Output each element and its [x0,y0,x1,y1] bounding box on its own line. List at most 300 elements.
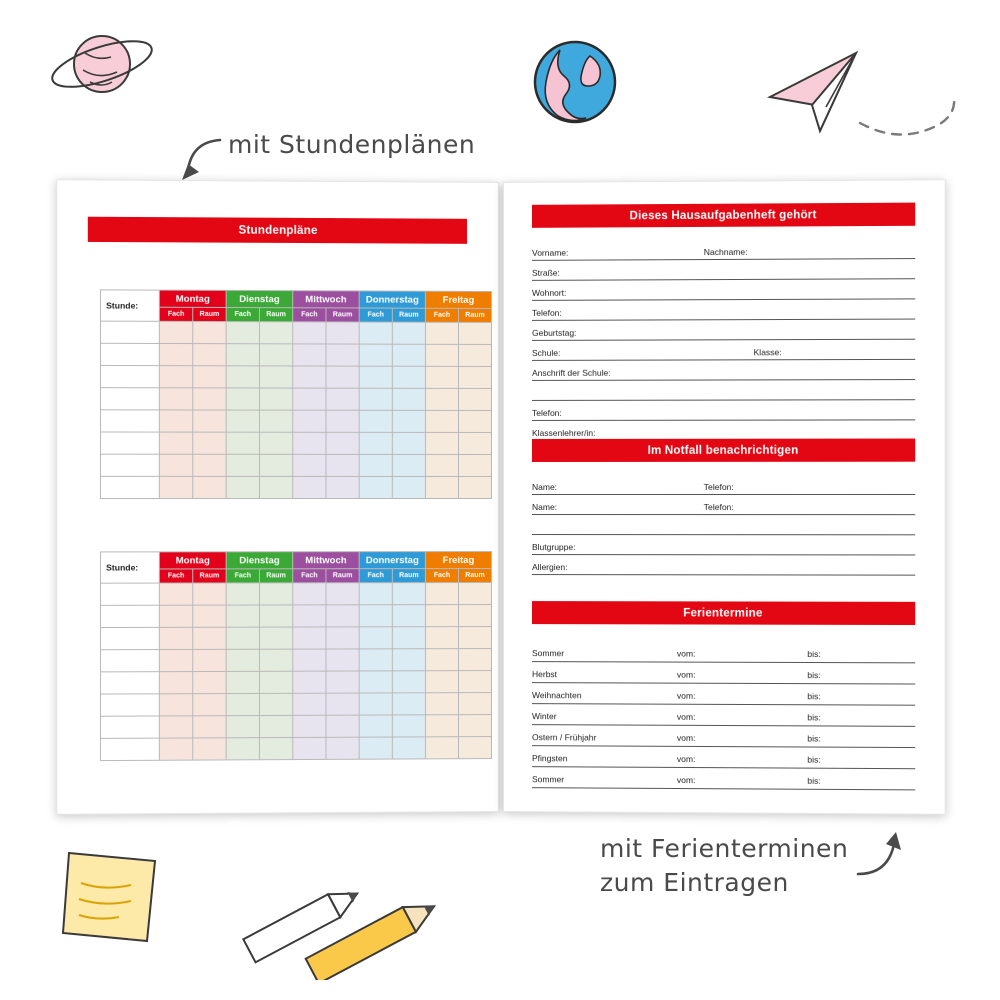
sticky-note-icon [55,845,175,960]
cell-fre-fach[interactable] [425,715,458,737]
cell-mit-fach[interactable] [293,671,326,693]
cell-don-raum[interactable] [392,737,425,759]
subheader-die-raum: Raum [259,569,292,583]
cell-die-raum[interactable] [259,366,292,388]
caption-top-text: mit Stundenplänen [228,130,476,159]
table-row [101,583,492,606]
stunde-label: Stunde: [101,290,160,321]
holiday-rows [532,641,915,790]
day-header-mit: Mittwoch [293,552,359,569]
form-row[interactable] [532,400,915,421]
cell-fre-raum[interactable] [458,649,491,671]
cell-mon-fach[interactable] [159,410,192,432]
cell-die-raum[interactable] [259,649,292,671]
cell-die-raum[interactable] [259,737,292,759]
holiday-to-label: bis: [807,775,821,786]
cell-die-fach[interactable] [226,388,259,410]
cell-mon-raum[interactable] [193,694,226,716]
cell-mit-raum[interactable] [326,583,359,605]
cell-don-fach[interactable] [359,454,392,476]
cell-don-raum[interactable] [392,671,425,693]
subheader-mit-fach: Fach [293,308,326,322]
cell-fre-raum[interactable] [458,432,491,454]
cell-mon-fach[interactable] [159,716,192,738]
cell-don-raum[interactable] [392,432,425,454]
cell-fre-raum[interactable] [458,344,491,366]
subheader-mon-raum: Raum [193,307,226,321]
holiday-row[interactable] [532,662,915,684]
cell-don-raum[interactable] [392,322,425,344]
form-label: Blutgruppe: [532,542,576,553]
form-label: Schule: [532,347,561,358]
cell-mit-fach[interactable] [293,344,326,366]
cell-mit-raum[interactable] [326,322,359,344]
form-label: Straße: [532,267,560,278]
stunde-cell[interactable] [101,432,160,454]
form-row[interactable] [532,475,915,495]
day-header-die: Dienstag [226,552,293,569]
table-row [101,388,492,411]
cell-fre-raum[interactable] [458,693,491,715]
caption-bottom-line2: zum Eintragen [600,868,789,897]
stunde-cell[interactable] [101,410,160,432]
form-label: Geburtstag: [532,327,577,338]
timetable-2 [100,551,492,761]
stunde-cell[interactable] [101,605,160,627]
cell-mon-fach[interactable] [159,738,192,760]
cell-mit-fach[interactable] [293,432,326,454]
cell-fre-fach[interactable] [425,432,458,454]
form-label-secondary: Klasse: [753,347,782,358]
cell-die-fach[interactable] [226,583,259,605]
holiday-name: Herbst [532,669,558,680]
cell-mit-raum[interactable] [326,671,359,693]
cell-fre-raum[interactable] [458,671,491,693]
subheader-mit-raum: Raum [326,569,359,583]
stunde-cell[interactable] [101,694,160,716]
subheader-mon-raum: Raum [193,569,226,583]
holiday-from-label: vom: [676,669,696,680]
day-header-mon: Montag [159,290,226,307]
cell-fre-fach[interactable] [425,388,458,410]
cell-die-fach[interactable] [226,322,259,344]
holiday-to-label: bis: [807,733,821,744]
subheader-don-raum: Raum [392,569,425,583]
cell-mit-raum[interactable] [326,476,359,498]
cell-mon-fach[interactable] [159,627,192,649]
cell-fre-fach[interactable] [425,410,458,432]
cell-don-fach[interactable] [359,649,392,671]
cell-fre-raum[interactable] [458,476,491,498]
form-row[interactable] [532,279,915,301]
holiday-from-label: vom: [676,774,696,786]
form-label: Telefon: [532,407,562,418]
cell-mit-raum[interactable] [326,605,359,627]
subheader-fre-raum: Raum [458,308,491,322]
form-label: Allergien: [532,562,568,573]
cell-mon-fach[interactable] [159,343,192,365]
cell-fre-raum[interactable] [458,583,491,605]
cell-mit-raum[interactable] [326,715,359,737]
cell-fre-raum[interactable] [458,605,491,627]
cell-fre-fach[interactable] [425,671,458,693]
cell-mit-raum[interactable] [326,649,359,671]
holiday-row[interactable] [532,641,915,663]
subheader-fre-fach: Fach [425,569,458,583]
paper-plane-icon [760,45,970,165]
day-header-don: Donnerstag [359,552,425,569]
subheader-die-fach: Fach [226,569,259,583]
form-label: Wohnort: [532,287,567,298]
cell-mit-raum[interactable] [326,366,359,388]
form-row[interactable] [532,239,915,261]
cell-fre-fach[interactable] [425,605,458,627]
cell-die-raum[interactable] [259,715,292,737]
open-booklet [60,182,940,812]
cell-mon-fach[interactable] [159,388,192,410]
cell-mon-fach[interactable] [159,605,192,627]
table-row [101,627,492,650]
cell-mon-fach[interactable] [159,649,192,671]
cell-die-fach[interactable] [226,671,259,693]
cell-mon-raum[interactable] [193,476,226,498]
cell-mon-raum[interactable] [193,649,226,671]
cell-mit-raum[interactable] [326,344,359,366]
holiday-from-label: vom: [676,753,696,765]
stunde-cell[interactable] [101,583,160,605]
holiday-row[interactable] [532,704,915,727]
cell-mon-raum[interactable] [193,366,226,388]
form-row[interactable] [532,535,915,555]
holiday-from-label: vom: [676,711,696,722]
stunde-cell[interactable] [101,343,160,365]
cell-die-raum[interactable] [259,671,292,693]
form-row[interactable] [532,320,915,341]
subheader-fre-fach: Fach [425,308,458,322]
cell-don-raum[interactable] [392,693,425,715]
cell-don-raum[interactable] [392,715,425,737]
stunde-cell[interactable] [101,454,160,476]
holiday-name: Ostern / Frühjahr [532,732,597,743]
cell-mon-raum[interactable] [193,432,226,454]
cell-mon-fach[interactable] [159,583,192,605]
cell-mit-raum[interactable] [326,627,359,649]
holiday-from-label: vom: [676,648,696,659]
cell-mon-raum[interactable] [193,738,226,760]
cell-don-raum[interactable] [392,366,425,388]
cell-die-fach[interactable] [226,693,259,715]
form-row[interactable] [532,360,915,381]
cell-mon-fach[interactable] [159,476,192,498]
cell-die-fach[interactable] [226,716,259,738]
cell-mit-fach[interactable] [293,388,326,410]
cell-fre-raum[interactable] [458,322,491,344]
holiday-to-label: bis: [807,648,821,660]
subheader-mon-fach: Fach [159,569,192,583]
form-row[interactable] [532,259,915,281]
cell-mit-raum[interactable] [326,454,359,476]
cell-fre-raum[interactable] [458,715,491,737]
stunde-cell[interactable] [101,650,160,672]
stunde-cell[interactable] [101,321,160,343]
cell-fre-raum[interactable] [458,366,491,388]
cell-mon-raum[interactable] [193,627,226,649]
holiday-from-label: vom: [676,690,696,701]
cell-don-raum[interactable] [392,388,425,410]
stunde-cell[interactable] [101,627,160,649]
table-row [101,432,492,455]
subheader-mit-fach: Fach [293,569,326,583]
cell-mon-raum[interactable] [193,344,226,366]
cell-mon-raum[interactable] [193,671,226,693]
subheader-fre-raum: Raum [458,569,491,583]
cell-fre-fach[interactable] [425,649,458,671]
cell-mon-raum[interactable] [193,454,226,476]
cell-die-raum[interactable] [259,322,292,344]
cell-fre-fach[interactable] [425,344,458,366]
cell-mon-raum[interactable] [193,583,226,605]
cell-mon-raum[interactable] [193,410,226,432]
form-row[interactable] [532,555,915,576]
holidays-section-header: Ferientermine [532,601,915,625]
cell-fre-fach[interactable] [425,454,458,476]
cell-fre-fach[interactable] [425,583,458,605]
form-row[interactable] [532,340,915,361]
cell-die-fach[interactable] [226,454,259,476]
form-label: Telefon: [532,307,562,318]
cell-fre-raum[interactable] [458,627,491,649]
cell-die-raum[interactable] [259,693,292,715]
cell-don-raum[interactable] [392,649,425,671]
caption-top [228,130,475,159]
right-page [503,179,946,815]
cell-don-fach[interactable] [359,671,392,693]
day-header-mon: Montag [159,552,226,569]
emergency-section-header: Im Notfall benachrichtigen [532,439,915,462]
cell-die-raum[interactable] [259,583,292,605]
day-header-fre: Freitag [425,552,491,569]
cell-fre-raum[interactable] [458,388,491,410]
form-row-blank[interactable] [532,380,915,401]
cell-mit-fach[interactable] [293,693,326,715]
cell-mon-raum[interactable] [193,605,226,627]
cell-don-raum[interactable] [392,454,425,476]
cell-die-raum[interactable] [259,432,292,454]
holiday-to-label: bis: [807,670,821,681]
subheader-die-raum: Raum [259,308,292,322]
cell-don-fach[interactable] [359,476,392,498]
cell-mit-fach[interactable] [293,627,326,649]
cell-mit-fach[interactable] [293,605,326,627]
table-row [101,343,492,366]
cell-mit-fach[interactable] [293,366,326,388]
cell-mit-raum[interactable] [326,693,359,715]
subheader-don-fach: Fach [359,569,392,583]
cell-die-fach[interactable] [226,344,259,366]
cell-don-raum[interactable] [392,583,425,605]
cell-mit-fach[interactable] [293,410,326,432]
cell-fre-raum[interactable] [458,737,491,759]
cell-fre-fach[interactable] [425,322,458,344]
cell-die-fach[interactable] [226,366,259,388]
subheader-don-raum: Raum [392,308,425,322]
stunde-cell[interactable] [101,365,160,387]
cell-die-raum[interactable] [259,388,292,410]
table-row [101,737,492,761]
cell-fre-fach[interactable] [425,366,458,388]
cell-mit-raum[interactable] [326,388,359,410]
cell-die-raum[interactable] [259,410,292,432]
stunde-label: Stunde: [101,552,160,583]
timetable-1 [100,289,492,499]
holiday-row[interactable] [532,767,915,790]
subheader-mon-fach: Fach [159,307,192,321]
cell-don-fach[interactable] [359,322,392,344]
cell-mon-fach[interactable] [159,321,192,343]
form-label: Anschrift der Schule: [532,367,611,378]
subheader-die-fach: Fach [226,307,259,321]
holiday-row[interactable] [532,746,915,769]
cell-mit-fach[interactable] [293,476,326,498]
holiday-row[interactable] [532,725,915,748]
cell-fre-fach[interactable] [425,737,458,759]
pencils-icon [235,870,465,985]
cell-don-fach[interactable] [359,715,392,737]
form-label: Name: [532,481,558,492]
table-row [101,715,492,739]
cell-fre-fach[interactable] [425,627,458,649]
cell-die-fach[interactable] [226,605,259,627]
planet-icon [45,20,165,120]
cell-don-fach[interactable] [359,344,392,366]
cell-don-fach[interactable] [359,388,392,410]
stunde-cell[interactable] [101,716,160,738]
cell-mon-raum[interactable] [193,321,226,343]
cell-mon-fach[interactable] [159,454,192,476]
holiday-name: Weihnachten [532,690,582,701]
table-row [101,365,492,388]
holiday-from-label: vom: [676,732,696,743]
table-row [101,671,492,695]
cell-don-raum[interactable] [392,605,425,627]
cell-mit-fach[interactable] [293,737,326,759]
table-row [101,605,492,628]
cell-don-fach[interactable] [359,627,392,649]
cell-don-raum[interactable] [392,410,425,432]
form-label-secondary: Telefon: [703,502,734,513]
cell-die-raum[interactable] [259,454,292,476]
owner-section-header: Dieses Hausaufgabenheft gehört [532,203,915,228]
holiday-name: Sommer [532,774,565,785]
table-row [101,454,492,476]
cell-don-fach[interactable] [359,583,392,605]
cell-don-fach[interactable] [359,432,392,454]
cell-mon-fach[interactable] [159,432,192,454]
cell-mit-fach[interactable] [293,454,326,476]
cell-mon-raum[interactable] [193,388,226,410]
cell-mon-raum[interactable] [193,716,226,738]
cell-mit-raum[interactable] [326,410,359,432]
emergency-fields [532,475,915,576]
globe-icon [520,30,630,140]
subheader-don-fach: Fach [359,308,392,322]
holiday-name: Sommer [532,648,565,659]
caption-bottom [600,832,848,900]
form-row-blank[interactable] [532,515,915,535]
holiday-to-label: bis: [807,712,821,723]
caption-bottom-line1: mit Ferienterminen [600,834,849,863]
cell-don-fach[interactable] [359,693,392,715]
stunde-cell[interactable] [101,672,160,694]
holiday-name: Pfingsten [532,753,568,764]
cell-don-fach[interactable] [359,366,392,388]
form-row[interactable] [532,299,915,321]
day-header-die: Dienstag [226,290,293,307]
cell-mit-fach[interactable] [293,322,326,344]
cell-don-raum[interactable] [392,476,425,498]
cell-don-fach[interactable] [359,737,392,759]
day-header-fre: Freitag [425,291,491,308]
cell-mit-raum[interactable] [326,432,359,454]
table-row [101,693,492,717]
cell-mit-fach[interactable] [293,649,326,671]
stunde-cell[interactable] [101,388,160,410]
cell-die-raum[interactable] [259,476,292,498]
cell-mon-fach[interactable] [159,366,192,388]
cell-die-fach[interactable] [226,476,259,498]
cell-die-fach[interactable] [226,410,259,432]
form-label: Vorname: [532,247,569,258]
cell-mon-fach[interactable] [159,672,192,694]
form-label: Name: [532,502,558,513]
table-row [101,649,492,672]
form-label: Klassenlehrer/in: [532,427,596,438]
cell-die-raum[interactable] [259,344,292,366]
owner-fields [532,239,915,441]
cell-die-fach[interactable] [226,649,259,671]
form-row[interactable] [532,495,915,515]
cell-mit-fach[interactable] [293,715,326,737]
cell-don-raum[interactable] [392,344,425,366]
cell-die-raum[interactable] [259,605,292,627]
cell-don-raum[interactable] [392,627,425,649]
holiday-name: Winter [532,711,557,722]
cell-die-raum[interactable] [259,627,292,649]
holiday-to-label: bis: [807,754,821,765]
cell-mon-fach[interactable] [159,694,192,716]
cell-fre-raum[interactable] [458,410,491,432]
left-page-header: Stundenpläne [88,217,467,244]
cell-fre-fach[interactable] [425,476,458,498]
cell-die-fach[interactable] [226,738,259,760]
holiday-row[interactable] [532,683,915,706]
cell-mit-raum[interactable] [326,737,359,759]
subheader-mit-raum: Raum [326,308,359,322]
cell-don-fach[interactable] [359,410,392,432]
day-header-mit: Mittwoch [293,291,359,308]
cell-mit-fach[interactable] [293,583,326,605]
form-label-secondary: Nachname: [703,246,748,258]
table-row [101,410,492,433]
cell-die-fach[interactable] [226,432,259,454]
table-row [101,476,492,498]
cell-fre-fach[interactable] [425,693,458,715]
cell-don-fach[interactable] [359,605,392,627]
stunde-cell[interactable] [101,738,160,760]
stunde-cell[interactable] [101,476,160,498]
cell-die-fach[interactable] [226,627,259,649]
cell-fre-raum[interactable] [458,454,491,476]
